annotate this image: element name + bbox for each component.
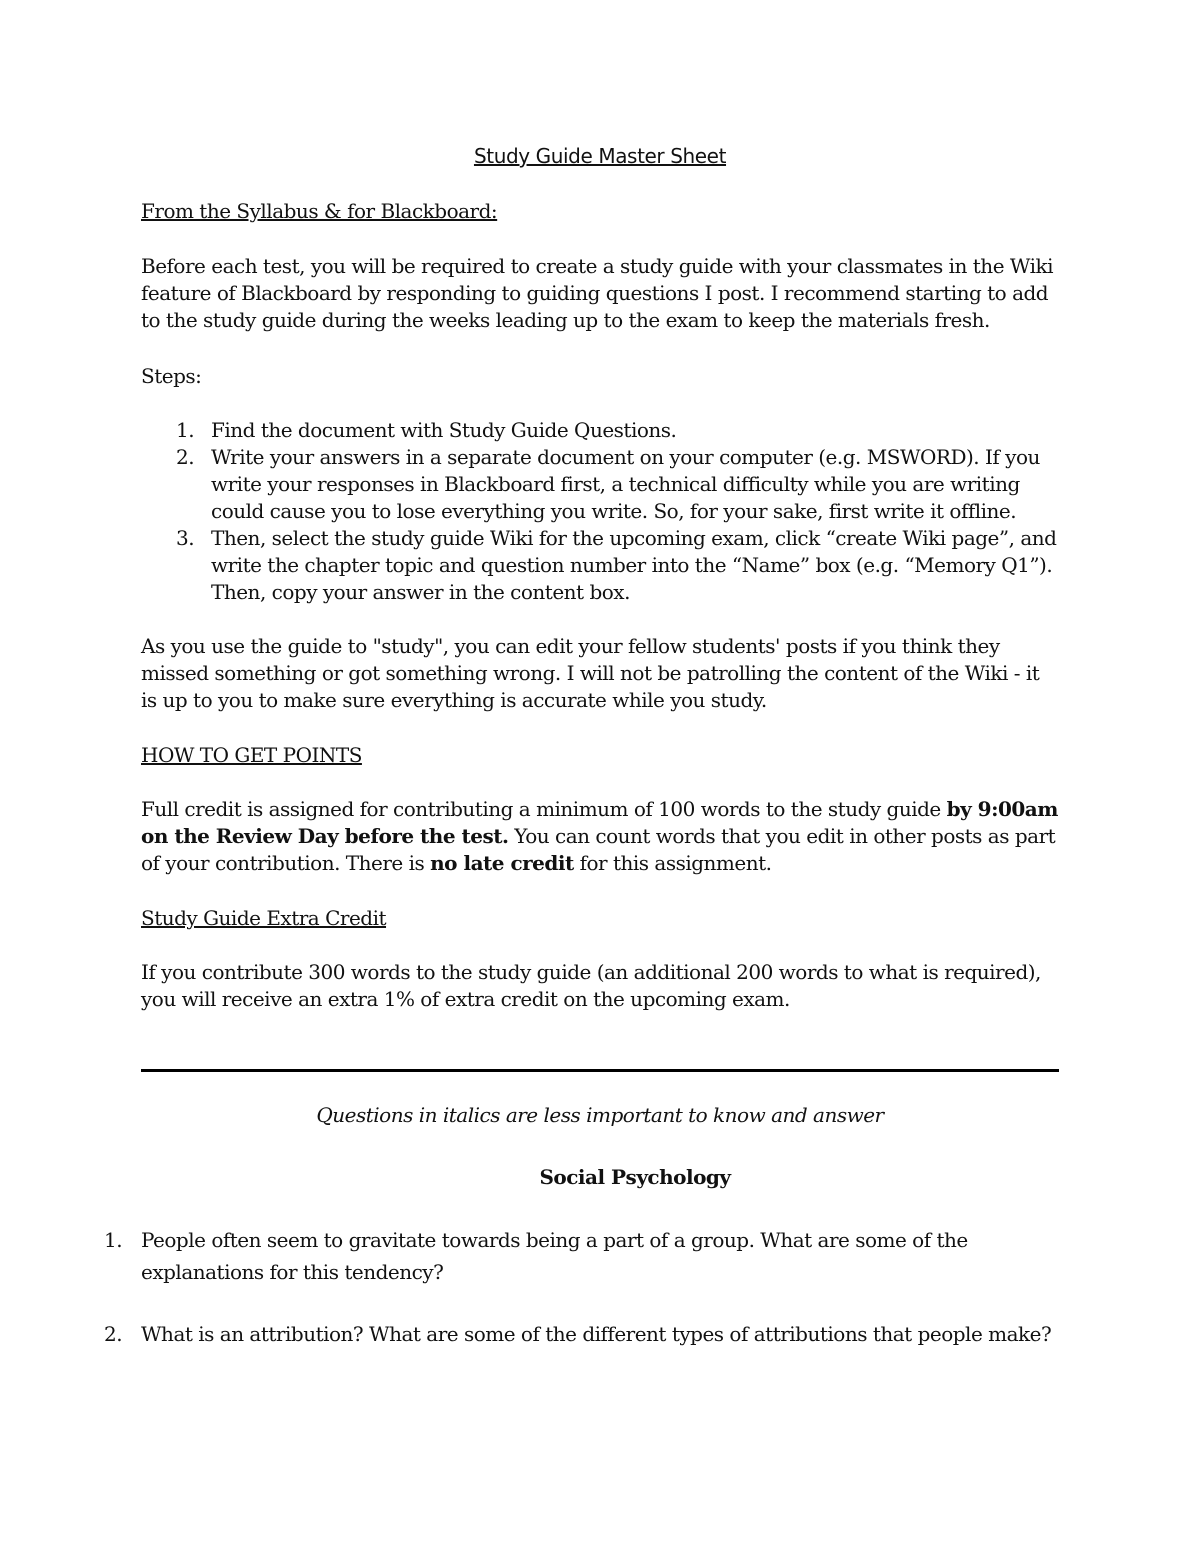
extra-credit-heading: Study Guide Extra Credit <box>141 906 387 930</box>
points-text: You can count words that you edit in other posts as part of your contribution. There is <box>141 824 1056 875</box>
page-title: Study Guide Master Sheet <box>473 144 727 168</box>
step-number: 1. <box>176 418 195 442</box>
steps-label: Steps: <box>141 364 202 388</box>
points-deadline-emphasis: by 9:00am on the Review Day before the test. <box>141 797 1058 848</box>
italic-note: Questions in italics are less important to know and answer <box>316 1103 884 1127</box>
step-text: Find the document with Study Guide Questions. <box>211 418 677 442</box>
step-item <box>170 417 1060 444</box>
step-number: 2. <box>176 445 195 469</box>
points-heading: HOW TO GET POINTS <box>141 743 362 767</box>
step-text: Write your answers in a separate document on your computer (e.g. MSWORD). If you write your responses in Blackboard first, a technical difficulty while you are writing could cause you to lose everything you write. So, for your sake, first write it offline. <box>211 445 1040 523</box>
question-number: 2. <box>104 1322 123 1346</box>
question-number: 1. <box>104 1228 123 1252</box>
steps-list <box>170 417 1060 606</box>
extra-credit-paragraph: If you contribute 300 words to the study guide (an additional 200 words to what is required), you will receive an extra 1% of extra credit on the upcoming exam. <box>141 960 1041 1011</box>
points-paragraph <box>141 796 1059 877</box>
horizontal-divider <box>141 1069 1059 1072</box>
question-text: People often seem to gravitate towards being a part of a group. What are some of the explanations for this tendency? <box>141 1228 968 1284</box>
step-item <box>170 525 1060 606</box>
source-heading: From the Syllabus & for Blackboard: <box>141 199 498 223</box>
intro-paragraph: Before each test, you will be required to create a study guide with your classmates in the Wiki feature of Blackboard by responding to guiding questions I post. I recommend starting to add to the study guide during the weeks leading up to the exam to keep the materials fresh. <box>141 254 1054 332</box>
step-text: Then, select the study guide Wiki for the upcoming exam, click “create Wiki page”, and write the chapter topic and question number into the “Name” box (e.g. “Memory Q1”). Then, copy your answer in the content box. <box>211 526 1057 604</box>
section-title: Social Psychology <box>539 1165 731 1189</box>
points-text: Full credit is assigned for contributing a minimum of 100 words to the study guide <box>141 797 947 821</box>
editing-note-paragraph: As you use the guide to "study", you can edit your fellow students' posts if you think they missed something or got something wrong. I will not be patrolling the content of the Wiki - it is up to you to make sure everything is accurate while you study. <box>141 634 1040 712</box>
no-late-credit-emphasis: no late credit <box>430 851 574 875</box>
points-text: for this assignment. <box>573 851 772 875</box>
step-number: 3. <box>176 526 195 550</box>
question-item <box>104 1318 1081 1350</box>
question-item <box>104 1224 1081 1288</box>
step-item <box>170 444 1060 525</box>
question-text: What is an attribution? What are some of the different types of attributions that people make? <box>141 1322 1052 1346</box>
